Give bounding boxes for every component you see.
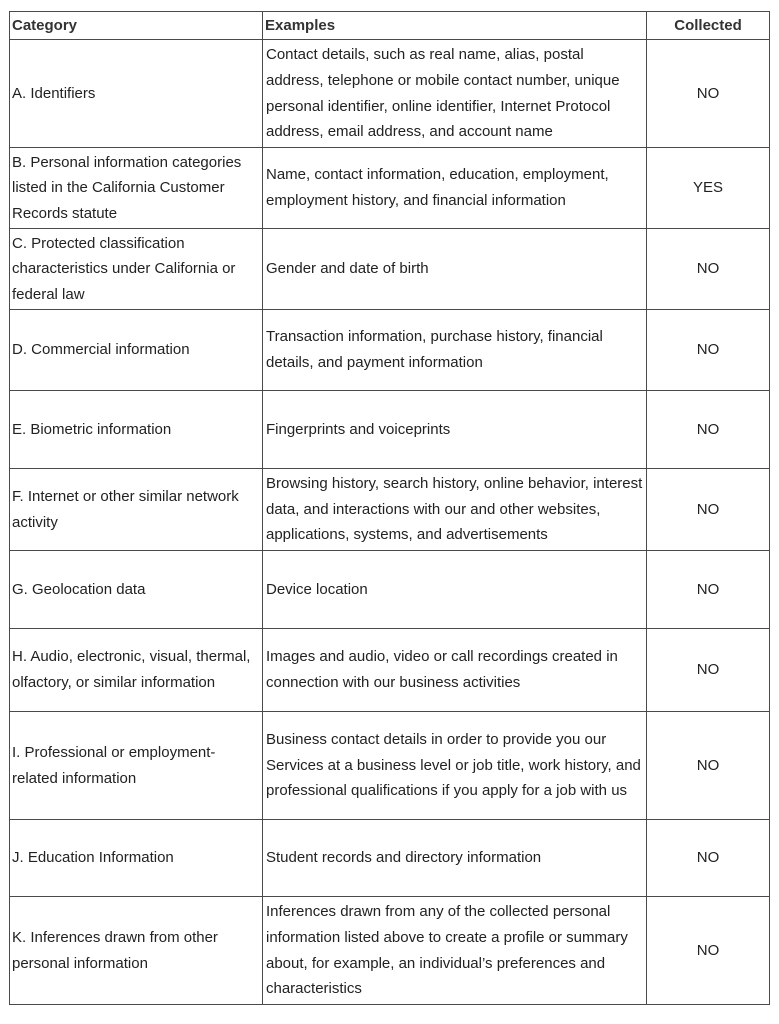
category-cell: F. Internet or other similar network activity <box>10 469 263 551</box>
collected-cell: NO <box>647 897 770 1005</box>
collected-cell: NO <box>647 551 770 629</box>
table-header-row <box>10 12 770 40</box>
category-cell: B. Personal information categories listed in the California Customer Records statute <box>10 148 263 229</box>
category-cell: A. Identifiers <box>10 40 263 148</box>
table-row <box>10 148 770 229</box>
examples-cell: Business contact details in order to provide you our Services at a business level or job title, work history, and professional qualifications if you apply for a job with us <box>263 712 647 820</box>
collected-cell: NO <box>647 40 770 148</box>
examples-cell: Inferences drawn from any of the collected personal information listed above to create a profile or summary about, for example, an individual’s preferences and characteristics <box>263 897 647 1005</box>
table-row <box>10 897 770 1005</box>
examples-cell: Browsing history, search history, online behavior, interest data, and interactions with our and other websites, applications, systems, and advertisements <box>263 469 647 551</box>
category-cell: I. Professional or employment-related information <box>10 712 263 820</box>
examples-cell: Images and audio, video or call recordings created in connection with our business activities <box>263 629 647 712</box>
table-row <box>10 551 770 629</box>
table-row <box>10 40 770 148</box>
table-row <box>10 391 770 469</box>
category-cell: K. Inferences drawn from other personal information <box>10 897 263 1005</box>
examples-cell: Gender and date of birth <box>263 229 647 310</box>
category-cell: C. Protected classification characteristics under California or federal law <box>10 229 263 310</box>
collected-cell: NO <box>647 820 770 897</box>
examples-cell: Fingerprints and voiceprints <box>263 391 647 469</box>
table-row <box>10 469 770 551</box>
collected-cell: NO <box>647 629 770 712</box>
examples-cell: Device location <box>263 551 647 629</box>
collected-cell: YES <box>647 148 770 229</box>
category-cell: E. Biometric information <box>10 391 263 469</box>
table-row <box>10 229 770 310</box>
examples-cell: Name, contact information, education, employment, employment history, and financial information <box>263 148 647 229</box>
collected-cell: NO <box>647 310 770 391</box>
table-row <box>10 629 770 712</box>
header-collected: Collected <box>647 12 770 40</box>
table-row <box>10 310 770 391</box>
category-cell: J. Education Information <box>10 820 263 897</box>
examples-cell: Student records and directory information <box>263 820 647 897</box>
category-cell: H. Audio, electronic, visual, thermal, olfactory, or similar information <box>10 629 263 712</box>
header-examples: Examples <box>263 12 647 40</box>
examples-cell: Transaction information, purchase history, financial details, and payment information <box>263 310 647 391</box>
table-row <box>10 712 770 820</box>
examples-cell: Contact details, such as real name, alias, postal address, telephone or mobile contact number, unique personal identifier, online identifier, Internet Protocol address, email address, and account name <box>263 40 647 148</box>
category-cell: G. Geolocation data <box>10 551 263 629</box>
collected-cell: NO <box>647 229 770 310</box>
header-category: Category <box>10 12 263 40</box>
table-row <box>10 820 770 897</box>
collected-cell: NO <box>647 469 770 551</box>
collected-cell: NO <box>647 712 770 820</box>
data-categories-table <box>9 11 770 1005</box>
collected-cell: NO <box>647 391 770 469</box>
category-cell: D. Commercial information <box>10 310 263 391</box>
